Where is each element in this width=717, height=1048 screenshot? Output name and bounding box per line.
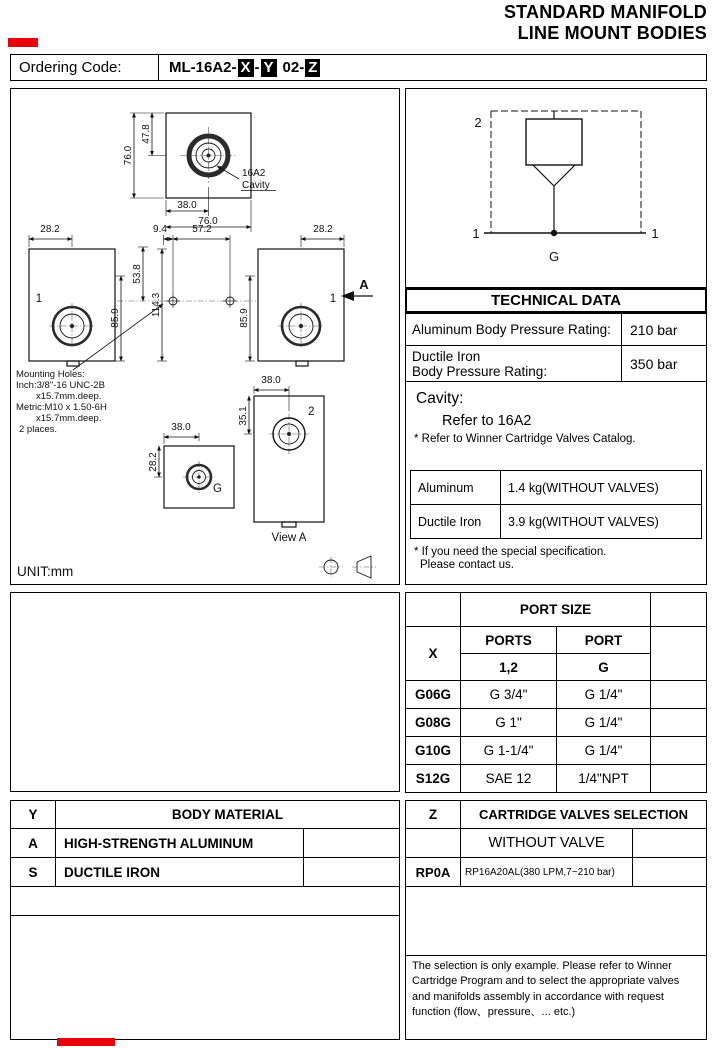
body-material-code: A bbox=[11, 829, 56, 858]
port-value-12: G 1-1/4" bbox=[461, 737, 557, 765]
red-mark-bottom bbox=[57, 1038, 115, 1046]
cartridge-empty-row bbox=[406, 887, 707, 956]
dim-38-2: 38.0 bbox=[261, 375, 281, 386]
cavity-callout-line1: 16A2 bbox=[242, 168, 266, 179]
cartridge-col-z: Z bbox=[406, 801, 461, 829]
port-code: G08G bbox=[406, 709, 461, 737]
schematic-port-1-right-label: 1 bbox=[651, 226, 659, 241]
port-g-label: G bbox=[213, 483, 222, 495]
port-value-g: G 1/4" bbox=[557, 737, 651, 765]
body-material-name: DUCTILE IRON bbox=[56, 858, 304, 887]
body-material-name: HIGH-STRENGTH ALUMINUM bbox=[56, 829, 304, 858]
mounting-note-line2: Inch:3/8"-16 UNC-2B bbox=[16, 380, 105, 391]
dim-85-9-right: 85.9 bbox=[239, 308, 250, 328]
ordering-divider bbox=[158, 55, 159, 80]
front-view-drawing bbox=[29, 224, 373, 366]
mounting-holes-note bbox=[16, 304, 163, 435]
weight-material-aluminum: Aluminum bbox=[411, 471, 501, 505]
cavity-note: * Refer to Winner Cartridge Valves Catalog. bbox=[414, 433, 636, 445]
ordering-code-y: Y bbox=[261, 59, 277, 77]
body-material-table bbox=[10, 800, 400, 1040]
port-size-sub-port: G bbox=[557, 654, 651, 681]
body-material-empty-cell bbox=[11, 916, 400, 1040]
ordering-code-bar bbox=[10, 54, 707, 81]
dim-85-9-left: 85.9 bbox=[110, 308, 121, 328]
dim-38-top-view: 38.0 bbox=[177, 200, 197, 211]
hydraulic-schematic bbox=[406, 89, 706, 287]
cartridge-valves-table bbox=[405, 800, 707, 1040]
cavity-value: Refer to 16A2 bbox=[442, 413, 532, 429]
body-material-filler-row bbox=[11, 916, 400, 1040]
dim-114-3: 114.3 bbox=[151, 292, 162, 318]
cartridge-empty-cell bbox=[633, 829, 707, 858]
body-material-row bbox=[11, 829, 400, 858]
projection-symbol-icon bbox=[319, 556, 376, 578]
port-value-12: G 3/4" bbox=[461, 681, 557, 709]
cartridge-code-rp0a: RP0A bbox=[406, 858, 461, 887]
body-material-empty-cell bbox=[11, 887, 400, 916]
ductile-pressure-label-line1: Ductile Iron bbox=[412, 348, 481, 364]
port-value-g: G 1/4" bbox=[557, 709, 651, 737]
empty-panel bbox=[10, 592, 400, 792]
cartridge-selection-note: The selection is only example. Please refer to Winner Cartridge Program and to select the appropriate valves and manifolds assembly in accordance with request function (flow、pressure、... etc.) bbox=[406, 956, 707, 1040]
schematic-port-2-label: 2 bbox=[474, 115, 482, 130]
port-size-empty-cell bbox=[651, 737, 707, 765]
dim-28-2-g: 28.2 bbox=[148, 452, 159, 472]
body-material-col-y: Y bbox=[11, 801, 56, 829]
body-material-empty-cell bbox=[304, 829, 400, 858]
manifold-dimension-drawing bbox=[11, 89, 399, 584]
port-size-title-row bbox=[406, 593, 707, 627]
port-size-row bbox=[406, 765, 707, 793]
schematic-port-g-label: G bbox=[548, 249, 560, 264]
port-value-g: 1/4"NPT bbox=[557, 765, 651, 793]
schematic-port-1-left-label: 1 bbox=[472, 226, 480, 241]
weight-row-ductile bbox=[411, 505, 702, 539]
red-mark-top bbox=[8, 38, 38, 47]
port-size-empty-cell bbox=[651, 627, 707, 681]
aluminum-pressure-label: Aluminum Body Pressure Rating: bbox=[412, 322, 611, 337]
cartridge-row-without-valve bbox=[406, 829, 707, 858]
ordering-code-z: Z bbox=[305, 59, 320, 77]
dim-9-4: 9.4 bbox=[153, 224, 167, 235]
view-a-label: View A bbox=[271, 532, 307, 544]
mounting-note-line6: 2 places. bbox=[19, 424, 58, 435]
cartridge-without-valve: WITHOUT VALVE bbox=[461, 829, 633, 858]
dim-57-2: 57.2 bbox=[192, 224, 212, 235]
port-size-empty-cell bbox=[651, 593, 707, 627]
ordering-code-label: Ordering Code: bbox=[19, 59, 122, 76]
port-code: S12G bbox=[406, 765, 461, 793]
weight-material-ductile: Ductile Iron bbox=[411, 505, 501, 539]
cavity-callout-line2: Cavity bbox=[242, 180, 270, 191]
ductile-pressure-value: 350 bar bbox=[621, 346, 706, 381]
weight-value-aluminum: 1.4 kg(WITHOUT VALVES) bbox=[501, 471, 702, 505]
port-size-row bbox=[406, 709, 707, 737]
body-material-empty-cell bbox=[304, 858, 400, 887]
section-arrow-label: A bbox=[359, 277, 369, 292]
port-size-empty-cell bbox=[651, 681, 707, 709]
port-size-sub-ports: 1,2 bbox=[461, 654, 557, 681]
mounting-note-line1: Mounting Holes: bbox=[16, 369, 85, 380]
port-1-label-right: 1 bbox=[329, 293, 337, 305]
port-size-row bbox=[406, 681, 707, 709]
special-spec-note-line1: * If you need the special specification. bbox=[414, 546, 607, 558]
port-size-row bbox=[406, 737, 707, 765]
cartridge-row-rp0a bbox=[406, 858, 707, 887]
weight-table bbox=[410, 470, 702, 539]
body-material-empty-row bbox=[11, 887, 400, 916]
ordering-code-dash: - bbox=[254, 59, 260, 76]
page-title-line2: LINE MOUNT BODIES bbox=[517, 22, 707, 43]
port-code: G06G bbox=[406, 681, 461, 709]
dim-28-2-right: 28.2 bbox=[313, 224, 333, 235]
body-material-title: BODY MATERIAL bbox=[56, 801, 400, 829]
weight-value-ductile: 3.9 kg(WITHOUT VALVES) bbox=[501, 505, 702, 539]
cartridge-rp0a-value: RP16A20AL(380 LPM,7~210 bar) bbox=[461, 858, 633, 887]
ductile-pressure-label-line2: Body Pressure Rating: bbox=[412, 363, 548, 379]
mounting-note-line5: x15.7mm.deep. bbox=[36, 413, 102, 424]
unit-label: UNIT:mm bbox=[17, 564, 74, 579]
hydraulic-schematic-panel bbox=[405, 88, 707, 288]
port-size-empty-cell bbox=[651, 765, 707, 793]
cavity-label: Cavity: bbox=[416, 390, 464, 407]
ductile-pressure-label bbox=[406, 349, 621, 379]
technical-data-body bbox=[405, 313, 707, 585]
body-material-row bbox=[11, 858, 400, 887]
dim-28-2-left: 28.2 bbox=[40, 224, 60, 235]
bottom-view-g bbox=[148, 422, 234, 508]
top-view-drawing bbox=[123, 113, 276, 232]
page-title-line1: STANDARD MANIFOLD bbox=[503, 2, 707, 22]
dim-53-8: 53.8 bbox=[132, 264, 143, 284]
body-material-header-row bbox=[11, 801, 400, 829]
section-arrow-icon bbox=[341, 291, 354, 301]
dim-47-8: 47.8 bbox=[141, 124, 152, 144]
port-size-table bbox=[405, 592, 707, 793]
special-spec-note-line2: Please contact us. bbox=[420, 559, 514, 571]
cartridge-title: CARTRIDGE VALVES SELECTION bbox=[461, 801, 707, 829]
port-size-title: PORT SIZE bbox=[461, 593, 651, 627]
port-code: G10G bbox=[406, 737, 461, 765]
port-size-header-row bbox=[406, 627, 707, 654]
port-size-col-ports: PORTS bbox=[461, 627, 557, 654]
port-size-col-x: X bbox=[406, 627, 461, 681]
pressure-row-ductile bbox=[406, 346, 706, 382]
port-size-empty-cell bbox=[406, 593, 461, 627]
dim-35-1: 35.1 bbox=[238, 406, 249, 426]
body-material-code: S bbox=[11, 858, 56, 887]
port-1-label-left: 1 bbox=[35, 293, 43, 305]
dim-76-bottom: 76.0 bbox=[198, 216, 218, 227]
weight-row-aluminum bbox=[411, 471, 702, 505]
ordering-code-value bbox=[169, 59, 321, 77]
cartridge-empty-cell bbox=[633, 858, 707, 887]
port-value-12: G 1" bbox=[461, 709, 557, 737]
dim-38-g: 38.0 bbox=[171, 422, 191, 433]
ordering-code-x: X bbox=[238, 59, 254, 77]
port-value-g: G 1/4" bbox=[557, 681, 651, 709]
cartridge-note-row bbox=[406, 956, 707, 1040]
cartridge-header-row bbox=[406, 801, 707, 829]
port-size-empty-cell bbox=[651, 709, 707, 737]
bottom-view-2 bbox=[238, 375, 324, 544]
technical-data-title: TECHNICAL DATA bbox=[405, 288, 707, 313]
page-title bbox=[504, 2, 707, 43]
cartridge-code-empty bbox=[406, 829, 461, 858]
port-value-12: SAE 12 bbox=[461, 765, 557, 793]
dimension-drawing-panel bbox=[10, 88, 400, 585]
cartridge-empty-cell bbox=[406, 887, 707, 956]
pressure-row-aluminum bbox=[406, 314, 706, 346]
dim-76-left: 76.0 bbox=[123, 145, 134, 166]
ordering-code-prefix: ML-16A2- bbox=[169, 59, 237, 76]
ordering-code-mid: 02- bbox=[282, 59, 305, 76]
port-2-label: 2 bbox=[308, 406, 315, 418]
mounting-note-line3: x15.7mm.deep. bbox=[36, 391, 102, 402]
port-size-col-port: PORT bbox=[557, 627, 651, 654]
mounting-note-line4: Metric:M10 x 1.50-6H bbox=[16, 402, 107, 413]
aluminum-pressure-value: 210 bar bbox=[621, 314, 706, 345]
